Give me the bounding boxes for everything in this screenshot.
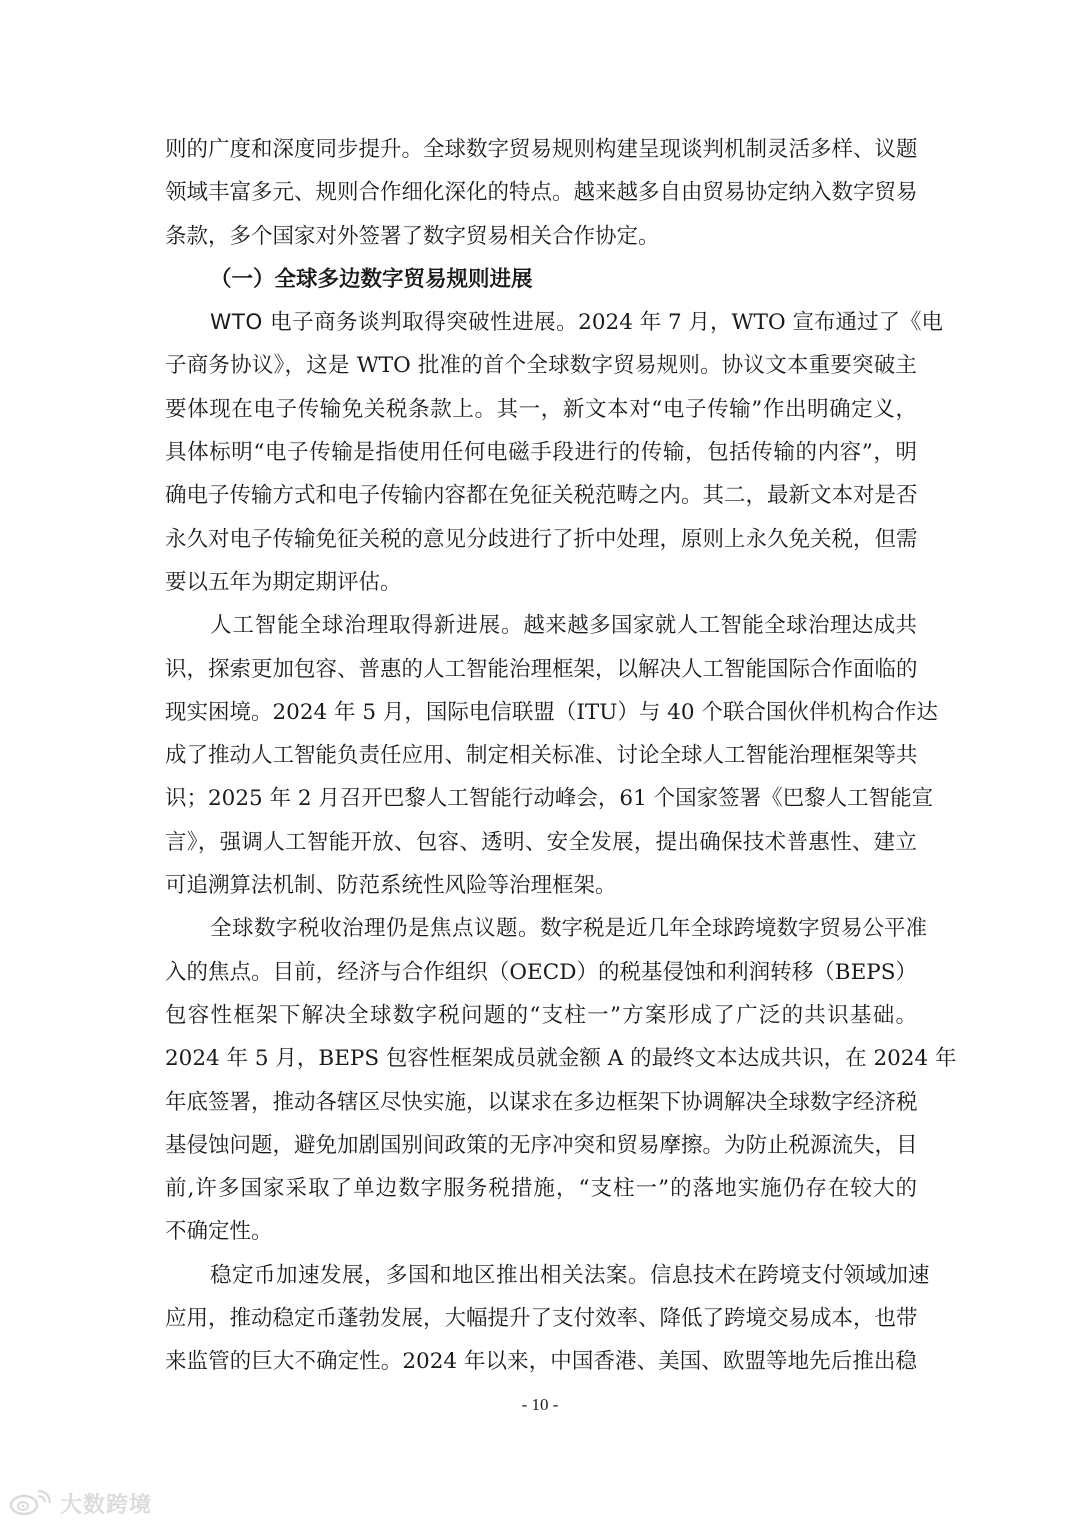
paragraph-line [165,1297,917,1340]
paragraph-lead-phrase: 全球数字税收治理仍是焦点议题。 [210,916,541,942]
paragraph-text: 永久对电子传输免征关税的意见分歧进行了折中处理，原则上永久免关税，但需 [165,526,918,552]
paragraph-text: 领域丰富多元、规则合作细化深化的特点。越来越多自由贸易协定纳入数字贸易 [165,180,918,206]
paragraph-line [165,128,917,171]
paragraph-text: 则的广度和深度同步提升。全球数字贸易规则构建呈现谈判机制灵活多样、议题 [165,137,918,162]
document-body [165,128,957,1384]
paragraph-line [165,1037,957,1080]
paragraph-text: 子商务协议》，这是 WTO 批准的首个全球数字贸易规则。协议文本重要突破主 [165,353,917,379]
paragraph-text: 成了推动人工智能负责任应用、制定相关标准、讨论全球人工智能治理框架等共 [165,743,918,769]
paragraph-line [165,994,917,1037]
paragraph-line [165,1081,917,1124]
paragraph-text: 入的焦点。目前，经济与合作组织（OECD）的税基侵蚀和利润转移（BEPS） [165,959,917,985]
paragraph-line [165,1124,917,1167]
paragraph-text: 年底签署，推动各辖区尽快实施，以谋求在多边框架下协调解决全球数字经济税 [165,1089,918,1115]
paragraph-line [165,864,917,907]
paragraph-text: 基侵蚀问题，避免加剧国别间政策的无序冲突和贸易摩擦。为防止税源流失，目 [165,1132,918,1158]
paragraph-text: 越来越多国家就人工智能全球治理达成共 [523,613,917,639]
watermark [8,1488,152,1518]
paragraph-text: 要体现在电子传输免关税条款上。其一，新文本对“电子传输”作出明确定义， [165,396,917,422]
paragraph-first-line [165,1254,930,1297]
paragraph-text: 不确定性。 [165,1219,273,1245]
paragraph-line [165,734,917,777]
paragraph-line [165,777,934,820]
paragraph-text: 包容性框架下解决全球数字税问题的“支柱一”方案形成了广泛的共识基础。 [165,1002,917,1028]
section-heading [165,258,917,301]
paragraph-line [165,1340,917,1383]
paragraph-line [165,648,917,691]
paragraph-line [165,518,917,561]
paragraph-line [165,431,917,474]
watermark-text: 大数跨境 [60,1492,153,1518]
paragraph-text: 现实困境。2024 年 5 月，国际电信联盟（ITU）与 40 个联合国伙伴机构合作达 [165,699,938,725]
paragraph-line [165,171,917,214]
paragraph-text: 确电子传输方式和电子传输内容都在免征关税范畴之内。其二，最新文本对是否 [165,483,918,509]
paragraph-line [165,474,917,517]
paragraph-line [165,388,917,431]
paragraph-text: 识；2025 年 2 月召开巴黎人工智能行动峰会，61 个国家签署《巴黎人工智能宣 [165,786,934,812]
paragraph-text: 具体标明“电子传输是指使用任何电磁手段进行的传输，包括传输的内容”，明 [165,440,917,466]
paragraph-line [165,561,917,604]
paragraph-text: 2024 年 7 月，WTO 宣布通过了《电 [578,310,943,336]
heading-text: （一）全球多边数字贸易规则进展 [210,266,533,292]
paragraph-line [165,1167,917,1210]
paragraph-text: 前,许多国家采取了单边数字服务税措施，“支柱一”的落地实施仍存在较大的 [165,1176,917,1202]
paragraph-first-line [165,301,943,344]
paragraph-text: 要以五年为期定期评估。 [165,569,402,595]
paragraph-text: 应用，推动稳定币蓬勃发展，大幅提升了支付效率、降低了跨境交易成本，也带 [165,1306,918,1332]
paragraph-lead-phrase: WTO 电子商务谈判取得突破性进展。 [210,310,579,336]
paragraph-text: 数字税是近几年全球跨境数字贸易公平准 [540,916,928,942]
paragraph-text: 可追溯算法机制、防范系统性风险等治理框架。 [165,873,617,899]
paragraph-line [165,951,917,994]
weibo-logo-icon [8,1490,56,1516]
paragraph-first-line [165,907,928,950]
paragraph-text: 信息技术在跨境支付领域加速 [650,1262,930,1288]
paragraph-text: 2024 年 5 月，BEPS 包容性框架成员就金额 A 的最终文本达成共识，在 2024 年 [165,1046,957,1072]
paragraph-line [165,691,938,734]
page-number: - 10 - [521,1395,559,1414]
paragraph-line [165,1210,917,1253]
paragraph-text: 言》，强调人工智能开放、包容、透明、安全发展，提出确保技术普惠性、建立 [165,829,917,855]
paragraph-lead-phrase: 稳定币加速发展，多国和地区推出相关法案。 [210,1262,651,1288]
paragraph-line [165,344,917,387]
paragraph-text: 条款，多个国家对外签署了数字贸易相关合作协定。 [165,223,660,249]
paragraph-lead-phrase: 人工智能全球治理取得新进展。 [210,613,524,639]
paragraph-first-line [165,604,917,647]
paragraph-line [165,215,917,258]
paragraph-text: 识，探索更加包容、普惠的人工智能治理框架，以解决人工智能国际合作面临的 [165,656,918,682]
paragraph-text: 来监管的巨大不确定性。2024 年以来，中国香港、美国、欧盟等地先后推出稳 [165,1349,917,1375]
paragraph-line [165,821,917,864]
